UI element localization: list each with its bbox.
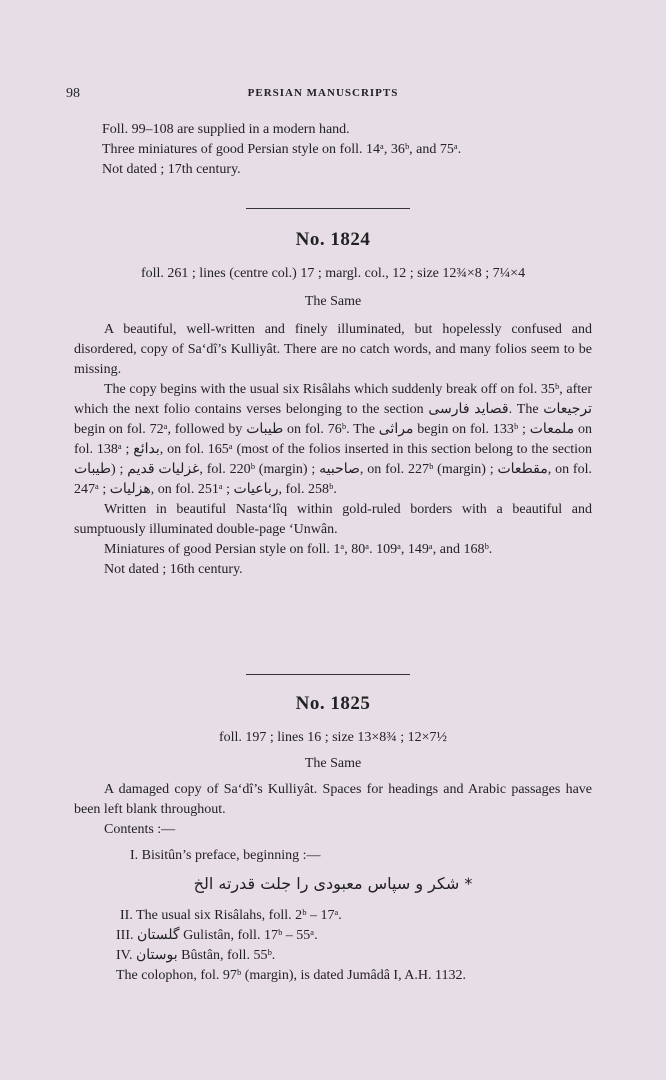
entry-description: A damaged copy of Sa‘dî’s Kulliyât. Spaces for headings and Arabic passages have been left blank throughout. xyxy=(74,782,592,817)
contents-item-2: II. The usual six Risâlahs, foll. 2ᵇ – 17ᵃ. xyxy=(120,908,342,923)
entry-number: No. 1825 xyxy=(295,693,371,714)
entry-subtitle: The Same xyxy=(304,294,362,309)
top-line-3: Not dated ; 17th century. xyxy=(102,162,241,177)
entry-miniatures-note: Miniatures of good Persian style on foll. 1ᵃ, 80ᵃ. 109ᵃ, 149ᵃ, and 168ᵇ. xyxy=(104,542,493,557)
entry-date-note: Not dated ; 16th century. xyxy=(104,562,243,577)
contents-item-1: I. Bisitûn’s preface, beginning :— xyxy=(130,848,321,863)
entry-subtitle: The Same xyxy=(304,756,362,771)
page-header xyxy=(66,86,580,104)
top-line-1: Foll. 99–108 are supplied in a modern hand. xyxy=(102,122,350,137)
top-section xyxy=(102,120,592,180)
section-divider-2 xyxy=(246,674,410,675)
entry-specs: foll. 197 ; lines 16 ; size 13×8¾ ; 12×7½ xyxy=(218,730,448,745)
entry-number: No. 1824 xyxy=(295,229,371,250)
contents-item-3: III. گلستان Gulistân, foll. 17ᵇ – 55ᵃ. xyxy=(116,928,318,943)
running-title: PERSIAN MANUSCRIPTS xyxy=(247,87,399,99)
section-divider-1 xyxy=(246,208,410,209)
entry-contents-description: The copy begins with the usual six Risâlahs which suddenly break off on fol. 35ᵇ, after which the next folio contains verses belonging to the section قصايد فارسى. The ترجيعات begin on fol. 72ᵃ, followed by طيبات on fol. 76ᵇ. The مراثى begin on fol. 133ᵇ ; ملمعات on fol. 138ᵃ ; بدائع, on fol. 165ᵃ (most of the folios inserted in this section belong to the section طيبات) ; غزليات قديم, fol. 220ᵇ (margin) ; صاحبيه, on fol. 227ᵇ (margin) ; مقطعات, on fol. 247ᵃ ; هزليات, on fol. 251ᵃ ; رباعيات, fol. 258ᵇ. xyxy=(74,382,593,497)
entry-script-note: Written in beautiful Nasta‘lîq within gold-ruled borders with a beautiful and sumptuously illuminated double-page ‘Unwân. xyxy=(74,502,592,537)
entry-1825 xyxy=(74,694,592,994)
top-line-2: Three miniatures of good Persian style on foll. 14ᵃ, 36ᵇ, and 75ᵃ. xyxy=(102,142,462,157)
contents-item-4: IV. بوستان Bûstân, foll. 55ᵇ. xyxy=(116,948,276,963)
entry-specs: foll. 261 ; lines (centre col.) 17 ; margl. col., 12 ; size 12¾×8 ; 7¼×4 xyxy=(140,266,526,281)
colophon-note: The colophon, fol. 97ᵇ (margin), is dated Jumâdâ I, A.H. 1132. xyxy=(116,968,466,983)
entry-description: A beautiful, well-written and finely illuminated, but hopelessly confused and disordered, copy of Sa‘dî’s Kulliyât. There are no catch words, and many folios seem to be missing. xyxy=(74,322,592,377)
contents-label: Contents :— xyxy=(104,822,176,837)
arabic-incipit: شکر و سپاس معبودی را جلت قدرته الخ * xyxy=(193,874,473,893)
page-number: 98 xyxy=(66,86,80,101)
entry-1824 xyxy=(74,230,592,660)
